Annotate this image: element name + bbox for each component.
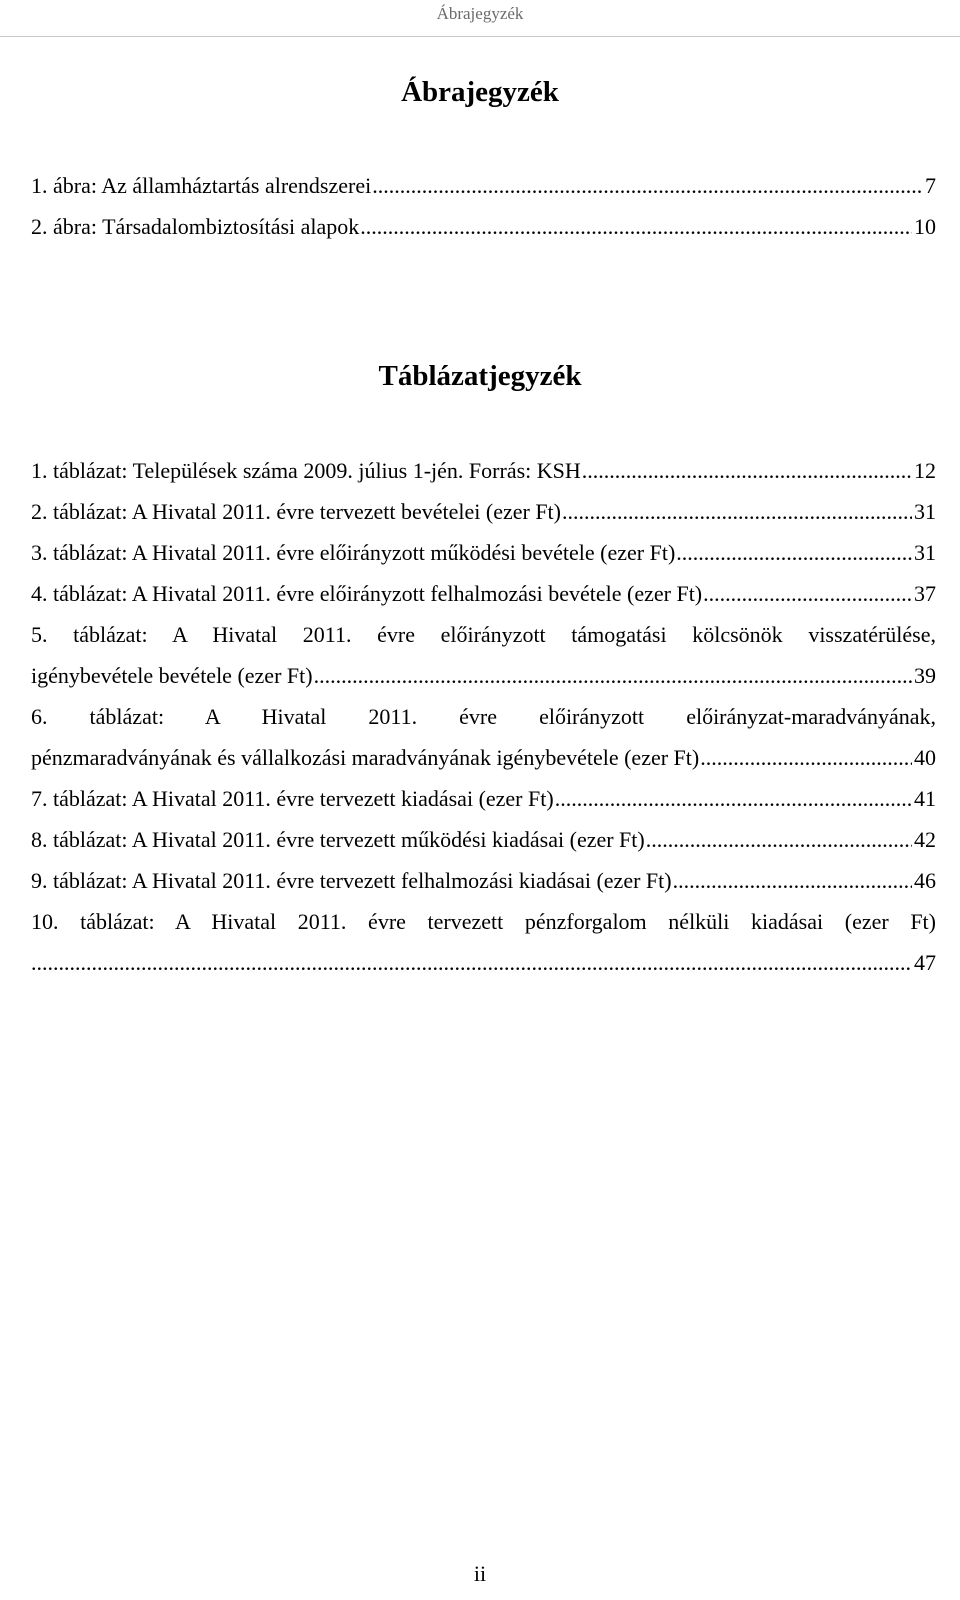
toc-dot-leader: [676, 532, 912, 573]
toc-entry[interactable]: [31, 206, 936, 247]
toc-dot-leader: [360, 206, 912, 247]
toc-dot-leader: [314, 655, 912, 696]
toc-entry-label: 1. táblázat: Települések száma 2009. július 1-jén. Forrás: KSH: [31, 458, 581, 483]
toc-entry-label: 7. táblázat: A Hivatal 2011. évre tervezett kiadásai (ezer Ft): [31, 786, 554, 811]
toc-entry-label: 2. táblázat: A Hivatal 2011. évre tervezett bevételei (ezer Ft): [31, 499, 561, 524]
tables-list: [31, 450, 936, 983]
toc-entry[interactable]: [31, 819, 936, 860]
toc-dot-leader: [562, 491, 912, 532]
figures-list: [31, 165, 936, 247]
toc-entry[interactable]: [31, 573, 936, 614]
toc-entry[interactable]: [31, 532, 936, 573]
toc-entry-label-line1: 6. táblázat: A Hivatal 2011. évre előirányzott előirányzat-maradványának,: [31, 704, 936, 729]
toc-entry-page: 12: [914, 458, 936, 483]
toc-entry[interactable]: [31, 860, 936, 901]
toc-entry-label: igénybevétele bevétele (ezer Ft): [31, 663, 313, 688]
toc-entry-label: 3. táblázat: A Hivatal 2011. évre előirányzott működési bevétele (ezer Ft): [31, 540, 676, 565]
toc-entry-page: 10: [914, 214, 936, 239]
toc-entry[interactable]: [31, 696, 936, 778]
toc-entry-label-line1: 10. táblázat: A Hivatal 2011. évre tervezett pénzforgalom nélküli kiadásai (ezer Ft): [31, 909, 936, 934]
running-header: Ábrajegyzék: [436, 4, 524, 23]
toc-dot-leader: [582, 450, 912, 491]
toc-entry-page: 42: [914, 827, 936, 852]
toc-entry-page: 31: [914, 499, 936, 524]
toc-dot-leader: [646, 819, 912, 860]
toc-entry-label: 2. ábra: Társadalombiztosítási alapok: [31, 214, 360, 239]
toc-entry-label: 8. táblázat: A Hivatal 2011. évre tervezett működési kiadásai (ezer Ft): [31, 827, 645, 852]
header-rule: [0, 36, 960, 37]
tables-title: Táblázatjegyzék: [378, 360, 582, 392]
toc-entry-label: 9. táblázat: A Hivatal 2011. évre tervezett felhalmozási kiadásai (ezer Ft): [31, 868, 672, 893]
toc-dot-leader: [673, 860, 912, 901]
toc-entry-label-line1: 5. táblázat: A Hivatal 2011. évre előirányzott támogatási kölcsönök visszatérülése,: [31, 622, 936, 647]
toc-entry[interactable]: [31, 778, 936, 819]
toc-entry-page: 41: [914, 786, 936, 811]
toc-entry-page: 37: [914, 581, 936, 606]
toc-entry-page: 47: [914, 950, 936, 975]
toc-entry[interactable]: [31, 901, 936, 983]
toc-entry[interactable]: [31, 614, 936, 696]
toc-entry-label: 4. táblázat: A Hivatal 2011. évre előirányzott felhalmozási bevétele (ezer Ft): [31, 581, 703, 606]
toc-dot-leader: [31, 942, 912, 983]
toc-entry-page: 46: [914, 868, 936, 893]
toc-dot-leader: [555, 778, 912, 819]
toc-entry[interactable]: [31, 165, 936, 206]
page-number: ii: [473, 1561, 487, 1586]
toc-dot-leader: [703, 573, 912, 614]
toc-entry-label: pénzmaradványának és vállalkozási maradványának igénybevétele (ezer Ft): [31, 745, 700, 770]
toc-dot-leader: [372, 165, 923, 206]
toc-entry-label: 1. ábra: Az államháztartás alrendszerei: [31, 173, 372, 198]
toc-entry[interactable]: [31, 491, 936, 532]
toc-entry-page: 31: [914, 540, 936, 565]
toc-entry-page: 7: [925, 173, 936, 198]
toc-entry-page: 40: [914, 745, 936, 770]
toc-entry[interactable]: [31, 450, 936, 491]
figures-title: Ábrajegyzék: [401, 76, 559, 108]
toc-dot-leader: [700, 737, 912, 778]
toc-entry-page: 39: [914, 663, 936, 688]
